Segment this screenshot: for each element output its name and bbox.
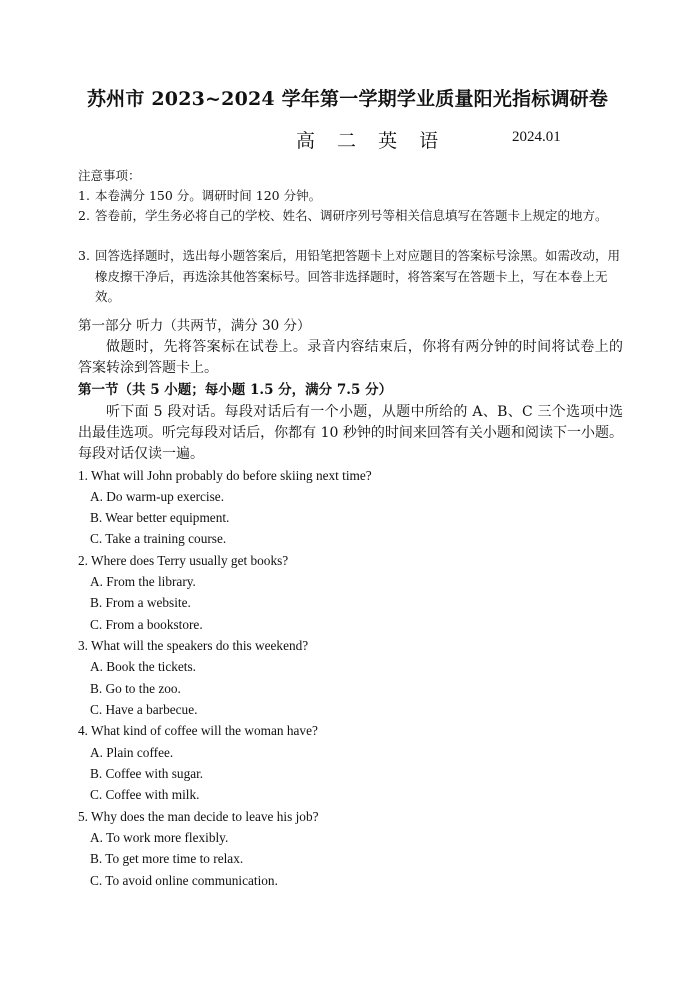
question-4-stem: 4. What kind of coffee will the woman have? <box>78 723 318 738</box>
question-5-stem: 5. Why does the man decide to leave his job? <box>78 809 319 824</box>
note-item-1 <box>78 186 623 207</box>
question-2-stem: 2. Where does Terry usually get books? <box>78 553 289 568</box>
part1-heading: 第一部分 听力（共两节，满分 30 分） <box>78 318 311 334</box>
question-3-option-b: B. Go to the zoo. <box>90 681 181 696</box>
note-number: 1. <box>78 188 90 203</box>
question-3-option-c: C. Have a barbecue. <box>90 702 198 717</box>
exam-date: 2024.01 <box>512 129 561 145</box>
question-1-option-a: A. Do warm-up exercise. <box>90 489 225 504</box>
question-2-option-b: B. From a website. <box>90 595 191 610</box>
question-5-option-a: A. To work more flexibly. <box>90 830 229 845</box>
note-text: 回答选择题时，选出每小题答案后，用铅笔把答题卡上对应题目的答案标号涂黑。如需改动，用橡皮擦干净后，再选涂其他答案标号。回答非选择题时，将答案写在答题卡上，写在本卷上无效。 <box>95 248 621 304</box>
note-item-2 <box>78 206 623 227</box>
note-text: 答卷前，学生务必将自己的学校、姓名、调研序列号等相关信息填写在答题卡上规定的地方。 <box>95 208 608 223</box>
question-1-option-c: C. Take a training course. <box>90 531 227 546</box>
part1-instruction: 做题时，先将答案标在试卷上。录音内容结束后，你将有两分钟的时间将试卷上的答案转涂到答题卡上。 <box>78 339 623 376</box>
note-number: 3. <box>78 248 90 263</box>
note-number: 2. <box>78 208 90 223</box>
question-2-option-c: C. From a bookstore. <box>90 617 203 632</box>
question-1-option-b: B. Wear better equipment. <box>90 510 230 525</box>
question-3-stem: 3. What will the speakers do this weekend? <box>78 638 309 653</box>
question-4-option-c: C. Coffee with milk. <box>90 787 200 802</box>
exam-subject: 高 二 英 语 <box>296 130 447 152</box>
question-4-option-b: B. Coffee with sugar. <box>90 766 204 781</box>
section1-instruction: 听下面 5 段对话。每段对话后有一个小题，从题中所给的 A、B、C 三个选项中选出最佳选项。听完每段对话后，你都有 10 秒钟的时间来回答有关小题和阅读下一小题。每段对话仅读一遍。 <box>78 404 623 462</box>
notes-heading: 注意事项： <box>78 168 141 183</box>
exam-title: 苏州市 2023~2024 学年第一学期学业质量阳光指标调研卷 <box>86 88 609 110</box>
section1-heading: 第一节（共 5 小题；每小题 1.5 分，满分 7.5 分） <box>78 382 393 398</box>
note-text: 本卷满分 150 分。调研时间 120 分钟。 <box>95 188 322 203</box>
question-2-option-a: A. From the library. <box>90 574 196 589</box>
note-item-3 <box>78 246 623 308</box>
question-5-option-c: C. To avoid online communication. <box>90 873 278 888</box>
question-3-option-a: A. Book the tickets. <box>90 659 196 674</box>
question-1-stem: 1. What will John probably do before skiing next time? <box>78 468 372 483</box>
question-4-option-a: A. Plain coffee. <box>90 745 174 760</box>
question-5-option-b: B. To get more time to relax. <box>90 851 244 866</box>
